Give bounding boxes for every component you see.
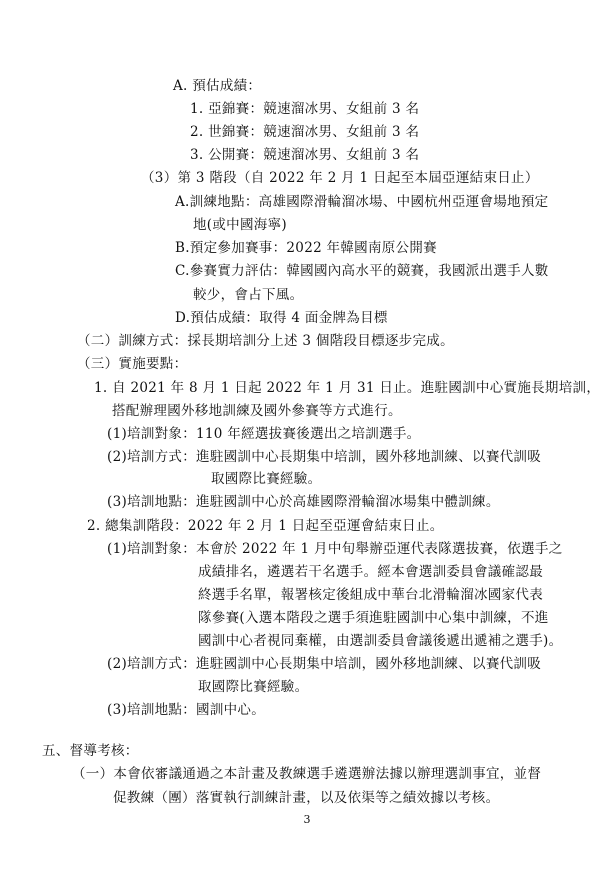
point-1-2-training-method: (2)培訓方式：進駐國訓中心長期集中培訓，國外移地訓練、以賽代訓吸 xyxy=(107,449,542,465)
point-1-continued: 搭配辦理國外移地訓練及國外參賽等方式進行。 xyxy=(112,403,402,419)
stage-3-c-continued: 較少，會占下風。 xyxy=(193,287,304,303)
point-2-1-continued-a: 成績排名，遴選若干名選手。經本會選訓委員會議確認最 xyxy=(198,564,543,580)
stage-3-b-planned-events: B.預定參加賽事：2022 年韓國南原公開賽 xyxy=(175,240,437,256)
item-1-asian-championships: 1. 亞錦賽：競速溜冰男、女組前 3 名 xyxy=(190,101,420,117)
section-5-supervision-heading: 五、督導考核： xyxy=(42,743,139,759)
point-1-long-term-training: 1. 自 2021 年 8 月 1 日起 2022 年 1 月 31 日止。進駐國訓中心實施長期培訓， xyxy=(94,380,601,396)
item-3-open-championships: 3. 公開賽：競速溜冰男、女組前 3 名 xyxy=(190,147,420,163)
point-2-1-continued-d: 國訓中心者視同棄權，由選訓委員會議後遞出遞補之選手)。 xyxy=(198,633,563,649)
section-5-1-paragraph: （一）本會依審議通過之本計畫及教練選手遴選辦法據以辦理選訓事宜，並督 xyxy=(72,766,542,782)
stage-3-heading: （3）第 3 階段（自 2022 年 2 月 1 日起至本屆亞運結束日止） xyxy=(141,170,539,186)
stage-3-a-training-location: A.訓練地點：高雄國際滑輪溜冰場、中國杭州亞運會場地預定 xyxy=(175,194,549,210)
stage-3-c-strength-evaluation: C.參賽實力評估：韓國國內高水平的競賽，我國派出選手人數 xyxy=(175,263,549,279)
point-2-final-training-stage: 2. 總集訓階段：2022 年 2 月 1 日起至亞運會結束日止。 xyxy=(87,518,444,534)
section-2-training-method: （二）訓練方式：採長期培訓分上述 3 個階段目標逐步完成。 xyxy=(77,333,454,349)
point-2-1-continued-b: 終選手名單，報署核定後組成中華台北滑輪溜冰國家代表 xyxy=(198,587,543,603)
section-3-implementation-heading: （三）實施要點： xyxy=(77,356,188,372)
point-2-2-training-method: (2)培訓方式：進駐國訓中心長期集中培訓，國外移地訓練、以賽代訓吸 xyxy=(107,656,542,672)
point-2-2-continued: 取國際比賽經驗。 xyxy=(198,679,309,695)
stage-3-a-continued: 地(或中國海寧) xyxy=(193,217,287,233)
point-1-2-continued: 取國際比賽經驗。 xyxy=(211,471,322,487)
item-2-world-championships: 2. 世錦賽：競速溜冰男、女組前 3 名 xyxy=(190,124,420,140)
point-2-1-continued-c: 隊參賽(入選本階段之選手須進駐國訓中心集中訓練，不進 xyxy=(198,610,549,626)
point-2-3-training-location: (3)培訓地點：國訓中心。 xyxy=(107,702,266,718)
point-1-3-training-location: (3)培訓地點：進駐國訓中心於高雄國際滑輪溜冰場集中體訓練。 xyxy=(107,494,500,510)
item-a-estimated-results: A. 預估成績： xyxy=(173,78,262,94)
point-1-1-training-target: (1)培訓對象：110 年經選拔賽後選出之培訓選手。 xyxy=(107,426,421,442)
page-number: 3 xyxy=(303,813,311,826)
stage-3-d-estimated-results: D.預估成績：取得 4 面金牌為目標 xyxy=(175,310,388,326)
point-2-1-training-target: (1)培訓對象：本會於 2022 年 1 月中旬舉辦亞運代表隊選拔賽，依選手之 xyxy=(107,541,563,557)
section-5-1-continued: 促教練（團）落實執行訓練計畫，以及依渠等之績效據以考核。 xyxy=(113,790,500,806)
